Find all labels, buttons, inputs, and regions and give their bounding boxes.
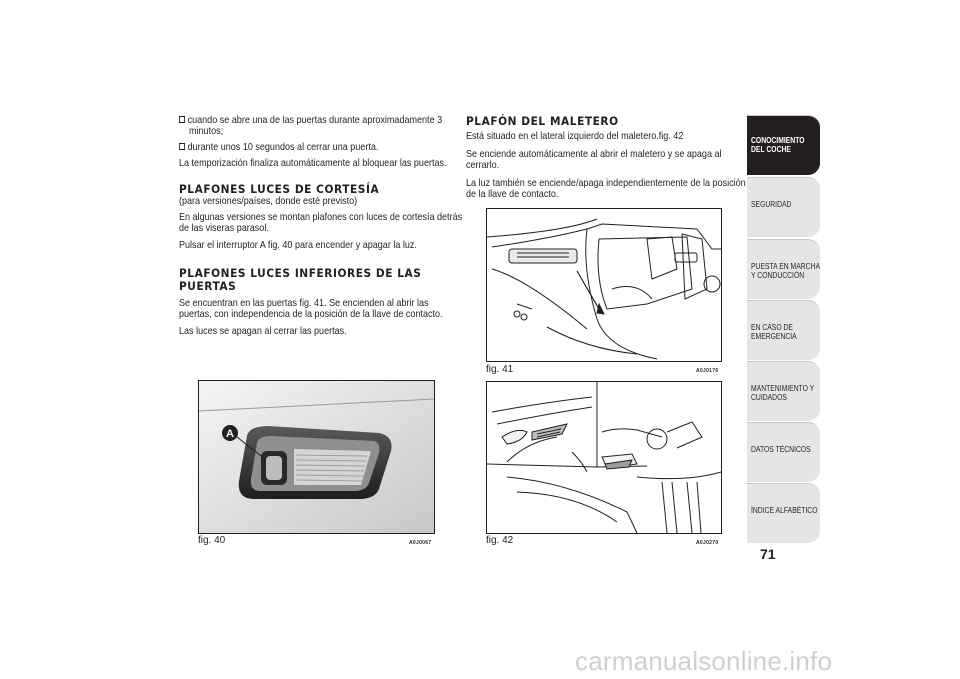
tab-label: SEGURIDAD	[751, 200, 792, 209]
figure-41-code: A0J0176	[696, 368, 719, 374]
paragraph-cont: cerrarlo.	[466, 159, 500, 171]
bullet-text: durante unos 10 segundos al cerrar una puerta.	[187, 141, 379, 153]
tab-label: ÍNDICE ALFABÉTICO	[751, 506, 818, 515]
figure-42-code: A0J0270	[696, 540, 719, 546]
tab-mantenimiento[interactable]	[747, 361, 820, 421]
checkbox-bullet-icon	[179, 143, 185, 150]
figure-42-image	[486, 381, 722, 534]
tab-puesta-en-marcha[interactable]	[747, 239, 820, 299]
paragraph: La temporización finaliza automáticamente al bloquear las puertas.	[179, 157, 447, 169]
section-subheading: (para versiones/países, donde esté previsto)	[179, 195, 358, 207]
callout-marker-a: A	[226, 428, 234, 440]
paragraph: Las luces se apagan al cerrar las puertas.	[179, 325, 347, 337]
bullet-text: cuando se abre una de las puertas durante aproximadamente 3	[187, 114, 443, 126]
paragraph-cont: de la llave de contacto.	[466, 188, 559, 200]
tab-datos-tecnicos[interactable]	[747, 422, 820, 482]
tab-seguridad[interactable]	[747, 177, 820, 237]
paragraph-cont: puertas, con independencia de la posición de la llave de contacto.	[179, 308, 443, 320]
figure-41-image	[486, 208, 722, 362]
paragraph: En algunas versiones se montan plafones con luces de cortesía detrás	[179, 211, 463, 223]
paragraph: Se enciende automáticamente al abrir el maletero y se apaga al	[466, 148, 722, 160]
paragraph-cont: de las viseras parasol.	[179, 222, 269, 234]
paragraph: Se encuentran en las puertas fig. 41. Se encienden al abrir las	[179, 297, 429, 309]
paragraph: La luz también se enciende/apaga independientemente de la posición	[466, 177, 746, 189]
figure-40-code: A0J0067	[409, 540, 432, 546]
section-heading: PLAFONES LUCES INFERIORES DE LAS	[179, 266, 422, 280]
section-heading: PLAFONES LUCES DE CORTESÍA	[179, 182, 380, 196]
paragraph: Pulsar el interruptor A fig. 40 para encender y apagar la luz.	[179, 239, 417, 251]
figure-41-caption: fig. 41	[486, 364, 514, 375]
tab-en-caso-de-emergencia[interactable]	[747, 300, 820, 360]
bullet-item	[179, 142, 378, 153]
section-heading-cont: PUERTAS	[179, 279, 237, 293]
tab-label: CONOCIMIENTO DEL COCHE	[751, 136, 805, 154]
tab-conocimiento-del-coche[interactable]	[747, 115, 820, 175]
tab-label: MANTENIMIENTO Y CUIDADOS	[751, 384, 815, 402]
section-heading: PLAFÓN DEL MALETERO	[466, 114, 619, 128]
paragraph: Está situado en el lateral izquierdo del maletero.fig. 42	[466, 130, 684, 142]
figure-42-caption: fig. 42	[486, 535, 514, 546]
tab-indice-alfabetico[interactable]	[747, 483, 820, 543]
tab-label: EN CASO DE EMERGENCIA	[751, 323, 797, 341]
figure-40-image	[198, 380, 435, 534]
figure-40-caption: fig. 40	[198, 535, 226, 546]
tab-label: DATOS TÉCNICOS	[751, 445, 811, 454]
bullet-text-cont: minutos;	[189, 125, 224, 137]
page-number: 71	[760, 546, 776, 562]
checkbox-bullet-icon	[179, 116, 185, 123]
tab-label: PUESTA EN MARCHA Y CONDUCCIÓN	[751, 262, 821, 280]
watermark: carmanualsonline.info	[575, 646, 833, 676]
